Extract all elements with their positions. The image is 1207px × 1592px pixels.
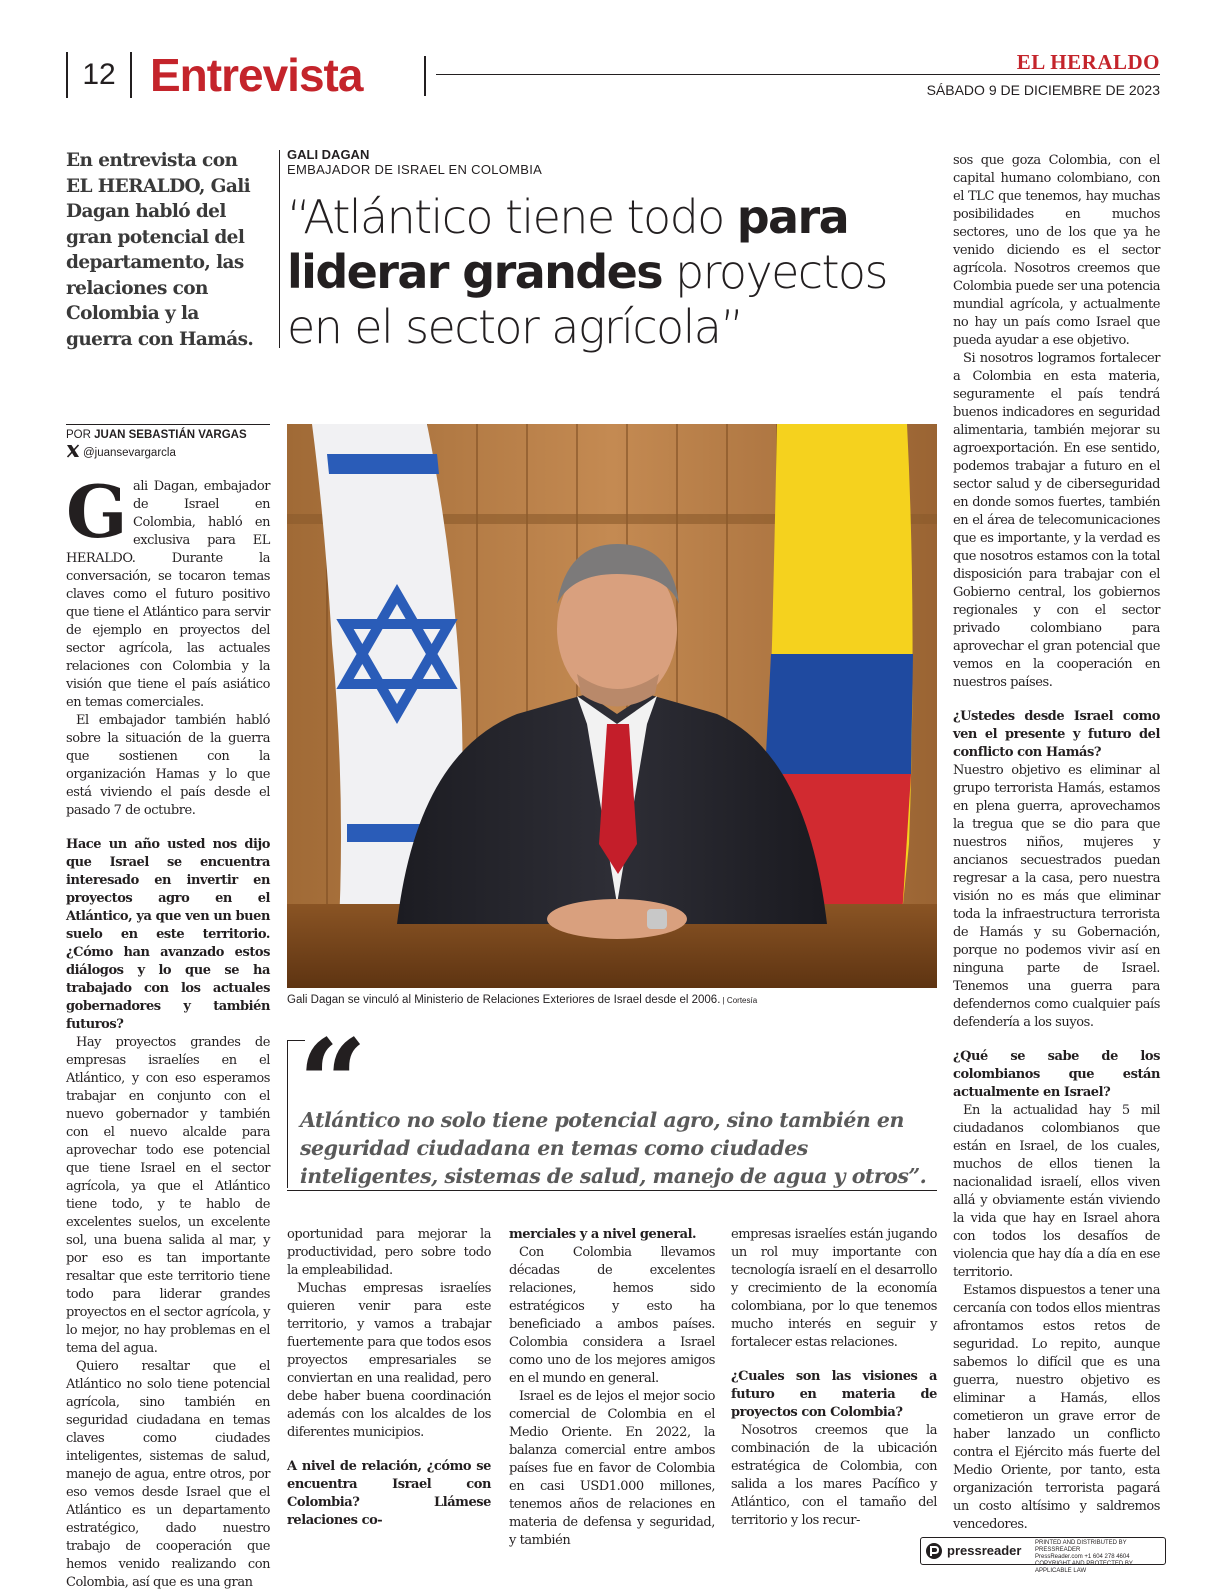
- pull-quote-text: Atlántico no solo tiene potencial agro, sino también en seguridad ciudadana en temas como ciudades inteligentes, sistemas de salud, manejo de agua y otros”.: [300, 1108, 927, 1188]
- pull-quote-bottom-rule: [287, 1190, 937, 1191]
- section-divider: [424, 56, 426, 96]
- body-paragraph: Nosotros creemos que la combinación de la ubicación estratégica de Colombia, con salida a los mares Pacífico y Atlántico, con el tamaño del territorio y los recur-: [731, 1423, 937, 1528]
- kicker-role: EMBAJADOR DE ISRAEL EN COLOMBIA: [287, 162, 543, 177]
- notice-line-2: PressReader.com +1 604 278 4604: [1035, 1554, 1130, 1560]
- interview-question: ¿Ustedes desde Israel como ven el presente y futuro del conflicto con Hamás?: [953, 709, 1160, 760]
- body-paragraph: Hay proyectos grandes de empresas israelíes en el Atlántico, y con eso esperamos trabajar en conjunto con el nuevo gobernador y también con el nuevo alcalde para aprovechar todo ese potencial que tiene Israel en el sector agrícola, ya que el Atlántico tiene todo, y te hablo de excelentes suelos, un excelente sol, una buena salida al mar, y por eso es tan importante resaltar que este territorio tiene todo para liderar grandes proyectos en el sector agrícola, y lo mejor, no hay problemas en el tema del agua.: [66, 1035, 270, 1356]
- interview-question: A nivel de relación, ¿cómo se encuentra Israel con Colombia? Llámese relaciones co-: [287, 1459, 491, 1528]
- headline-part3: proyectos en el sector agrícola”: [287, 245, 887, 354]
- pull-quote-rule: [287, 1040, 288, 1188]
- photo-caption: [287, 992, 937, 1008]
- body-paragraph: El embajador también habló sobre la situación de la guerra que sostienen con la organización Hamas y lo que está viviendo el país desde el pasado 7 de octubre.: [66, 713, 270, 818]
- header-rule: [436, 74, 1160, 75]
- drop-cap: G: [66, 469, 128, 554]
- lead-summary: En entrevista con EL HERALDO, Gali Dagan habló del gran potencial del departamento, las relaciones con Colombia y la guerra con Hamás.: [66, 150, 254, 350]
- pressreader-notice: [1035, 1540, 1163, 1575]
- body-paragraph: Estamos dispuestos a tener una cercanía con todos ellos mientras afrontamos estos retos de seguridad. Lo repito, aunque sabemos lo difícil que es una guerra, nuestro objetivo es eliminar a Hamás, ellos cometieron un grave error de haber lanzado un conflicto contra el Ejército más fuerte del Medio Oriente, por tanto, esta organización terrorista pagará un costo altísimo y saldremos vencedores.: [953, 1283, 1160, 1532]
- embassador-photo: [287, 424, 937, 988]
- body-paragraph: sos que goza Colombia, con el capital humano colombiano, con el TLC que tenemos, hay muchas posibilidades en muchos sectores, uno de los que ya he venido diciendo es el sector agrícola. Nosotros creemos que Colombia puede ser una potencia mundial agrícola, y actualmente no hay un país como Israel que pueda ayudar a ese objetivo.: [953, 153, 1160, 348]
- body-paragraph: Con Colombia llevamos décadas de excelentes relaciones, hemos sido estratégicos y esto ha beneficiado a ambos países. Colombia considera a Israel como uno de los mejores amigos en el mundo en general.: [509, 1245, 715, 1386]
- body-paragraph: Muchas empresas israelíes quieren venir para este territorio, y vamos a trabajar fuertemente para que todos esos proyectos empresariales se conviertan en una realidad, pero debe haber buena coordinación además con los alcaldes de los diferentes municipios.: [287, 1281, 491, 1440]
- interview-question: ¿Qué se sabe de los colombianos que están actualmente en Israel?: [953, 1049, 1160, 1100]
- interview-question: merciales y a nivel general.: [509, 1227, 697, 1242]
- notice-line-1: PRINTED AND DISTRIBUTED BY PRESSREADER: [1035, 1540, 1127, 1553]
- body-column-2: [287, 1226, 491, 1526]
- intro-text: ali Dagan, embajador de Israel en Colombia, habló en exclusiva para EL HERALDO. Durante la conversación, se tocaron temas claves como el futuro positivo que tiene el Atlántico para servir de ejemplo en proyectos del sector agrícola, las actuales relaciones con Colombia y la visión que tiene el país asiático en temas comerciales.: [66, 479, 270, 710]
- byline-author: JUAN SEBASTIÁN VARGAS: [94, 429, 247, 441]
- photo-credit: | Cortesía: [720, 996, 758, 1005]
- pressreader-badge[interactable]: [920, 1537, 1166, 1574]
- pressreader-name: pressreader: [947, 1543, 1022, 1558]
- intro-paragraph: [66, 469, 270, 712]
- byline-prefix: POR: [66, 429, 95, 441]
- x-logo-icon: [66, 444, 80, 458]
- headline-part1: “Atlántico tiene todo: [287, 190, 737, 244]
- body-paragraph: empresas israelíes están jugando un rol muy importante con tecnología israelí en el desarrollo y crecimiento de la economía colombiana, por lo que tenemos mucho interés en seguir y fortalecer estas relaciones.: [731, 1227, 937, 1350]
- body-column-1: [66, 469, 270, 1590]
- masthead-logo: EL HERALDO: [1016, 50, 1160, 74]
- body-paragraph: oportunidad para mejorar la productividad, pero sobre todo la empleabilidad.: [287, 1227, 491, 1278]
- issue-date: SÁBADO 9 DE DICIEMBRE DE 2023: [926, 82, 1160, 98]
- headline-divider: [279, 150, 280, 348]
- body-paragraph: Israel es de lejos el mejor socio comercial de Colombia en el Medio Oriente. En 2022, la balanza comercial entre ambos países fue en favor de Colombia en casi USD1.000 millones, tenemos años de relaciones en materia de defensa y seguridad, y también: [509, 1389, 715, 1548]
- caption-text: Gali Dagan se vinculó al Ministerio de Relaciones Exteriores de Israel desde el 2006.: [287, 994, 721, 1006]
- body-paragraph: En la actualidad hay 5 mil ciudadanos colombianos que están en Israel, de los cuales, muchos de ellos tienen la nacionalidad israelí, ellos viven allá y obviamente están viviendo la vida que hay en Israel ahora con todos los desafíos de violencia que hay día a día en ese territorio.: [953, 1103, 1160, 1280]
- author-handle[interactable]: [66, 444, 276, 460]
- portrait-image: [287, 424, 937, 988]
- interview-question: Hace un año usted nos dijo que Israel se encuentra interesado en invertir en proyectos agro en el Atlántico, ya que ven un buen suelo en este territorio. ¿Cómo han avanzado estos diálogos y lo que se ha trabajado con los actuales gobernadores y también futuros?: [66, 837, 270, 1032]
- notice-line-3: COPYRIGHT AND PROTECTED BY APPLICABLE LAW: [1035, 1561, 1133, 1574]
- headline-part2: para liderar grandes: [287, 190, 849, 299]
- byline: [66, 427, 276, 443]
- page-number: 12: [66, 52, 132, 98]
- body-column-3: [509, 1226, 715, 1548]
- headline: [287, 190, 937, 356]
- section-title: Entrevista: [150, 49, 363, 101]
- body-paragraph: Nuestro objetivo es eliminar al grupo terrorista Hamás, estamos en plena guerra, aprovechamos la tregua que se dio para que nuestros niños, mujeres y ancianos secuestrados puedan regresar a la casa, pero nuestra visión no es más que eliminar toda la infraestructura terrorista de Hamás y su Gobernación, porque no podemos vivir así en ninguna parte de Israel. Tenemos una guerra para defendernos como cualquier país defendería a los suyos.: [953, 763, 1160, 1030]
- body-column-5: [953, 152, 1160, 1532]
- interview-question: ¿Cuales son las visiones a futuro en materia de proyectos con Colombia?: [731, 1369, 937, 1420]
- kicker-name: GALI DAGAN: [287, 147, 370, 162]
- body-paragraph: Quiero resaltar que el Atlántico no solo tiene potencial agrícola, sino también en seguridad ciudadana en temas claves como ciudades inteligentes, sistemas de salud, manejo de agua, entre otros, por eso vemos desde Israel que el Atlántico es un departamento estratégico, dado nuestro trabajo de cooperación que hemos venido realizando con Colombia, así que es una gran: [66, 1359, 270, 1590]
- author-handle-text: @juansevargarcla: [83, 447, 176, 459]
- pressreader-icon: [925, 1542, 943, 1560]
- body-column-4: [731, 1226, 937, 1526]
- quote-mark-icon: “: [298, 1013, 368, 1154]
- byline-rule: [66, 424, 270, 425]
- body-paragraph: Si nosotros logramos fortalecer a Colombia en esta materia, seguramente el país tendrá buenos indicadores en seguridad alimentaria, también mejorar su agroexportación. En ese sentido, podemos trabajar a futuro en el sector salud y de ciberseguridad en donde somos fuertes, también en el área de telecomunicaciones que es importante, y la verdad es que nosotros estamos con la total disposición para trabajar con el Gobierno central, los gobiernos regionales y con el sector privado colombiano para aprovechar el gran potencial que vemos en la cooperación en nuestros países.: [953, 351, 1160, 690]
